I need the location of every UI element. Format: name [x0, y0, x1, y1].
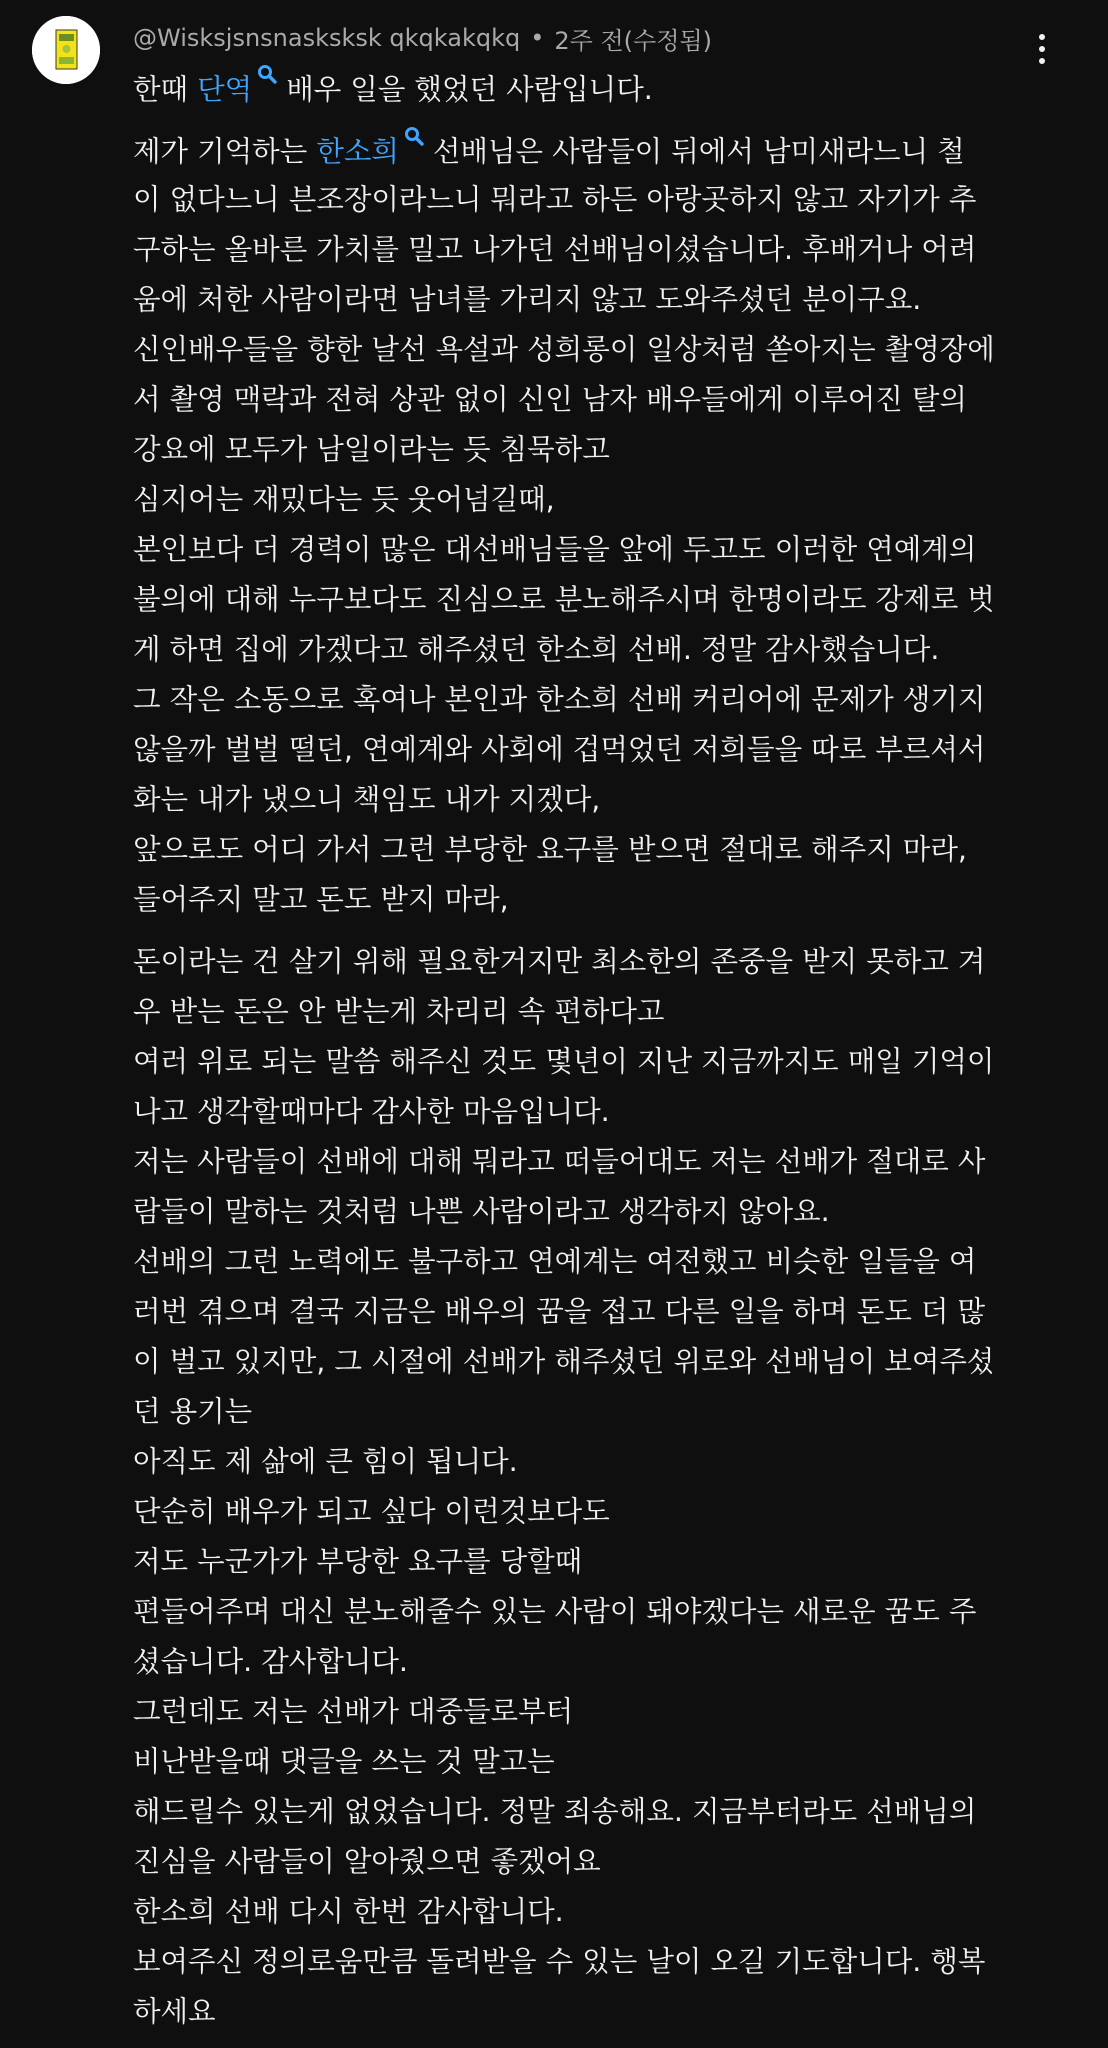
comment-timestamp[interactable]: 2주 전(수정됨) — [554, 26, 712, 55]
comment-line: 셨습니다. 감사합니다. — [133, 1645, 408, 1678]
comment-text: 제가 기억하는 — [133, 135, 317, 168]
comment-line: 이 벌고 있지만, 그 시절에 선배가 해주셨던 위로와 선배님이 보여주셨 — [133, 1345, 995, 1378]
comment-line: 러번 겪으며 결국 지금은 배우의 꿈을 접고 다른 일을 하며 돈도 더 많 — [133, 1295, 986, 1328]
comment-line: 앞으로도 어디 가서 그런 부당한 요구를 받으면 절대로 해주지 마라, — [133, 833, 967, 866]
comment-line — [133, 125, 1033, 175]
comment-line: 저도 누군가가 부당한 요구를 당할때 — [133, 1545, 583, 1578]
comment-line: 하세요 — [133, 1995, 216, 2028]
avatar-image — [32, 16, 100, 84]
comment-line: 본인보다 더 경력이 많은 대선배님들을 앞에 두고도 이러한 연예계의 — [133, 533, 977, 566]
comment-line: 나고 생각할때마다 감사한 마음입니다. — [133, 1095, 610, 1128]
search-link-extra[interactable]: 단역 — [197, 73, 253, 106]
comment-line: 람들이 말하는 것처럼 나쁜 사람이라고 생각하지 않아요. — [133, 1195, 830, 1228]
comment-text: 한때 — [133, 73, 198, 106]
comment-line — [133, 63, 1033, 113]
comment-line: 비난받을때 댓글을 쓰는 것 말고는 — [133, 1745, 555, 1778]
comment-line: 선배의 그런 노력에도 불구하고 연예계는 여전했고 비슷한 일들을 여 — [133, 1245, 977, 1278]
comment-line: 않을까 벌벌 떨던, 연예계와 사회에 겁먹었던 저희들을 따로 부르셔서 — [133, 733, 986, 766]
comment-line: 돈이라는 건 살기 위해 필요한거지만 최소한의 존중을 받지 못하고 겨 — [133, 945, 986, 978]
comment-line: 저는 사람들이 선배에 대해 뭐라고 떠들어대도 저는 선배가 절대로 사 — [133, 1145, 986, 1178]
comment-text: 배우 일을 했었던 사람입니다. — [286, 73, 653, 106]
comment-line: 여러 위로 되는 말씀 해주신 것도 몇년이 지난 지금까지도 매일 기억이 — [133, 1045, 995, 1078]
comment-line: 강요에 모두가 남일이라는 듯 침묵하고 — [133, 433, 610, 466]
paragraph-gap — [133, 925, 1033, 937]
comment-line: 심지어는 재밌다는 듯 웃어넘길때, — [133, 483, 555, 516]
author-handle[interactable]: @Wisksjsnsnasksksk qkqkakqkq — [133, 24, 521, 52]
comment-line: 게 하면 집에 가겠다고 해주셨던 한소희 선배. 정말 감사했습니다. — [133, 633, 940, 666]
search-icon[interactable] — [403, 125, 425, 147]
comment-line: 편들어주며 대신 분노해줄수 있는 사람이 돼야겠다는 새로운 꿈도 주 — [133, 1595, 977, 1628]
comment-line: 신인배우들을 향한 날선 욕설과 성희롱이 일상처럼 쏟아지는 촬영장에 — [133, 333, 995, 366]
search-icon[interactable] — [256, 63, 278, 85]
search-link-hansohee[interactable]: 한소희 — [316, 135, 399, 168]
comment-header — [133, 18, 712, 58]
comment-line: 우 받는 돈은 안 받는게 차리리 속 편하다고 — [133, 995, 665, 1028]
comment-line: 아직도 제 삶에 큰 힘이 됩니다. — [133, 1445, 518, 1478]
comment-body — [133, 63, 1033, 2037]
comment-line: 그런데도 저는 선배가 대중들로부터 — [133, 1695, 574, 1728]
comment-line: 들어주지 말고 돈도 받지 마라, — [133, 883, 509, 916]
comment-line: 한소희 선배 다시 한번 감사합니다. — [133, 1895, 564, 1928]
avatar[interactable] — [32, 16, 100, 84]
comment-line: 그 작은 소동으로 혹여나 본인과 한소희 선배 커리어에 문제가 생기지 — [133, 683, 986, 716]
comment-line: 구하는 올바른 가치를 밀고 나가던 선배님이셨습니다. 후배거나 어려 — [133, 233, 977, 266]
comment-line: 단순히 배우가 되고 싶다 이런것보다도 — [133, 1495, 610, 1528]
header-separator: • — [530, 24, 545, 52]
comment-line: 불의에 대해 누구보다도 진심으로 분노해주시며 한명이라도 강제로 벗 — [133, 583, 995, 616]
comment-line: 움에 처한 사람이라면 남녀를 가리지 않고 도와주셨던 분이구요. — [133, 283, 922, 316]
comment-line: 진심을 사람들이 알아줬으면 좋겠어요 — [133, 1845, 601, 1878]
comment-text: 선배님은 사람들이 뒤에서 남미새라느니 철 — [432, 135, 965, 168]
comment-line: 이 없다느니 븐조장이라느니 뭐라고 하든 아랑곳하지 않고 자기가 추 — [133, 183, 977, 216]
comment-line: 던 용기는 — [133, 1395, 253, 1428]
paragraph-gap — [133, 113, 1033, 125]
comment-line: 보여주신 정의로움만큼 돌려받을 수 있는 날이 오길 기도합니다. 행복 — [133, 1945, 986, 1978]
comment-line: 해드릴수 있는게 없었습니다. 정말 죄송해요. 지금부터라도 선배님의 — [133, 1795, 977, 1828]
comment-line: 화는 내가 냈으니 책임도 내가 지겠다, — [133, 783, 601, 816]
comment-line: 서 촬영 맥락과 전혀 상관 없이 신인 남자 배우들에게 이루어진 탈의 — [133, 383, 967, 416]
